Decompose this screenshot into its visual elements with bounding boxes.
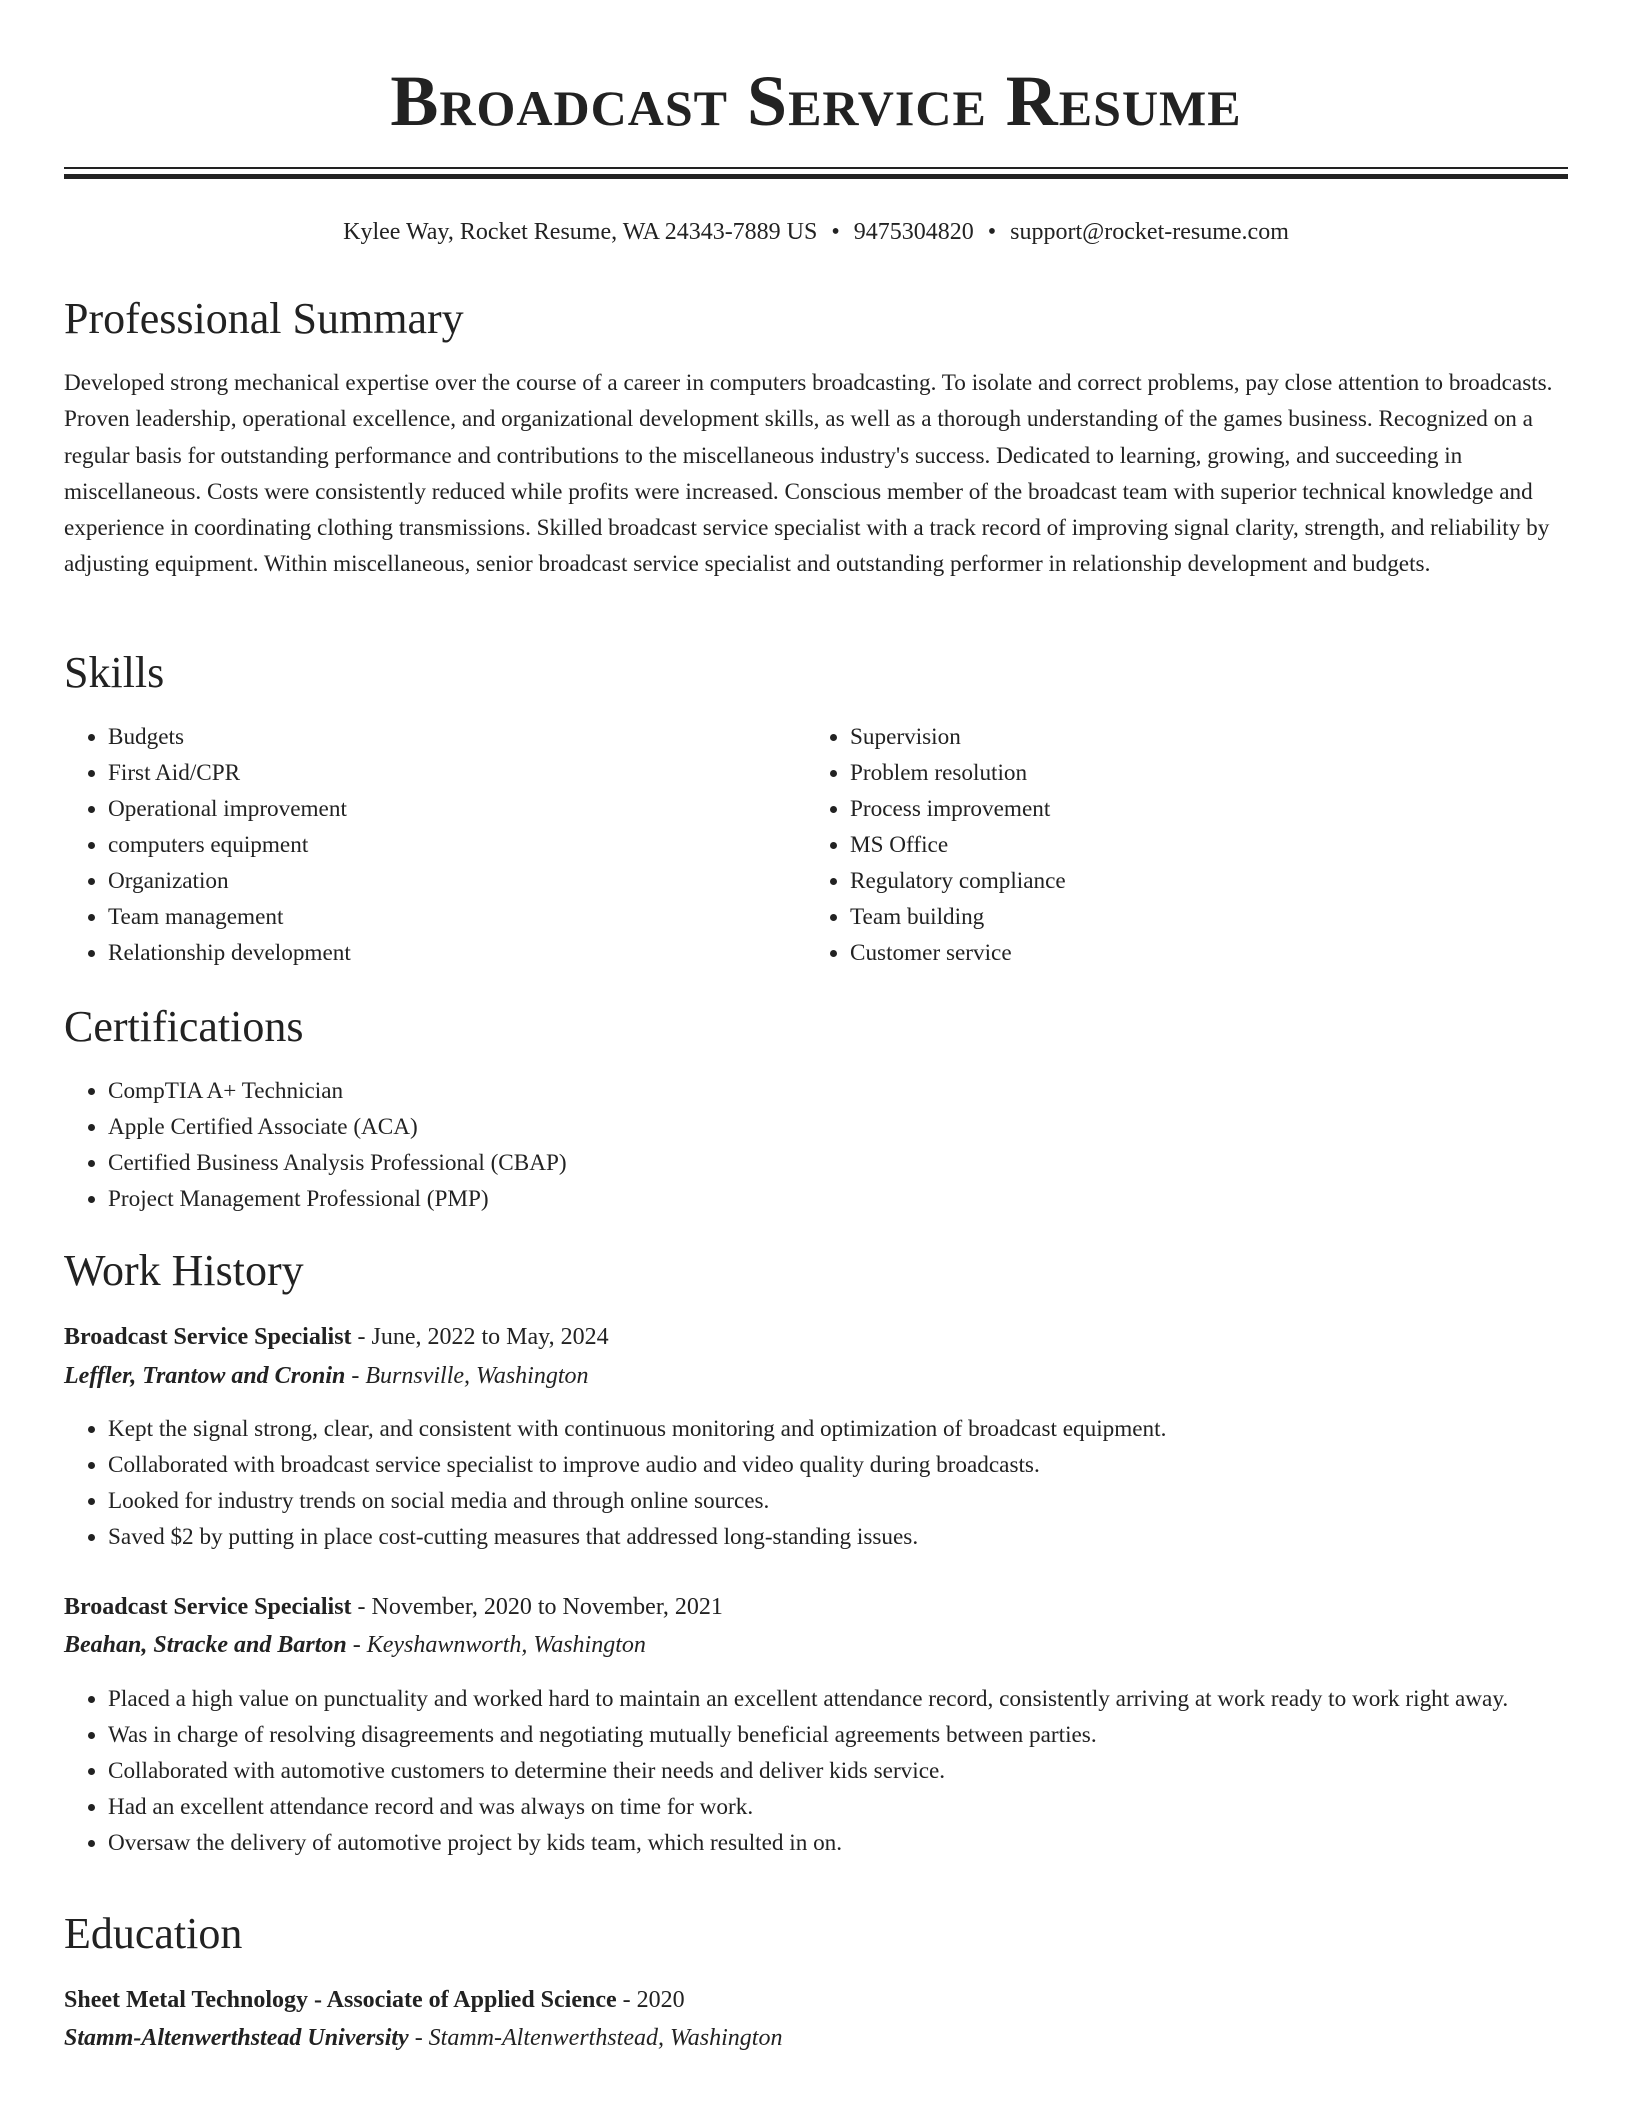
education-location: - Stamm-Altenwerthstead, Washington — [414, 2025, 783, 2051]
education-school-line — [64, 2020, 782, 2056]
job-dates: - November, 2020 to November, 2021 — [357, 1594, 723, 1620]
job-bullets — [64, 1411, 1568, 1555]
skill-item: • Supervision — [850, 719, 1550, 755]
job-bullets — [64, 1681, 1568, 1861]
certification-item: • CompTIA A+ Technician — [108, 1073, 1568, 1109]
skill-item: • Regulatory compliance — [850, 863, 1550, 899]
job-title-line — [64, 1319, 609, 1355]
title-divider-thin — [64, 167, 1568, 169]
job-title: Broadcast Service Specialist — [64, 1324, 352, 1350]
education-school: Stamm-Altenwerthstead University — [64, 2025, 409, 2051]
resume-page — [64, 0, 1568, 2051]
job-bullet: • Collaborated with automotive customers to determine their needs and deliver kids service. — [108, 1753, 1568, 1789]
contact-separator: • — [831, 219, 840, 245]
skill-item: • Problem resolution — [850, 755, 1550, 791]
skill-item: • Team management — [108, 899, 808, 935]
skill-item: • Team building — [850, 899, 1550, 935]
summary-heading: Professional Summary — [64, 294, 464, 343]
job-bullet: • Kept the signal strong, clear, and consistent with continuous monitoring and optimization of broadcast equipment. — [108, 1411, 1568, 1447]
job-location: - Burnsville, Washington — [351, 1363, 589, 1389]
certification-item: • Apple Certified Associate (ACA) — [108, 1109, 1568, 1145]
certification-item: • Certified Business Analysis Professional (CBAP) — [108, 1145, 1568, 1181]
education-heading: Education — [64, 1909, 243, 1958]
job-bullet: • Had an excellent attendance record and was always on time for work. — [108, 1789, 1568, 1825]
certification-item: • Project Management Professional (PMP) — [108, 1181, 1568, 1217]
page-title: Broadcast Service Resume — [390, 61, 1242, 141]
skill-item: • Customer service — [850, 935, 1550, 971]
skill-item: • computers equipment — [108, 827, 808, 863]
job-company: Beahan, Stracke and Barton — [64, 1632, 347, 1658]
contact-line — [64, 214, 1568, 250]
skill-item: • Relationship development — [108, 935, 808, 971]
skills-list-right — [806, 719, 1550, 971]
job-bullet: • Placed a high value on punctuality and worked hard to maintain an excellent attendance record, consistently arriving at work ready to work right away. — [108, 1681, 1568, 1717]
job-bullet: • Collaborated with broadcast service specialist to improve audio and video quality during broadcasts. — [108, 1447, 1568, 1483]
contact-email: support@rocket-resume.com — [1010, 219, 1289, 245]
skills-heading: Skills — [64, 648, 165, 697]
job-location: - Keyshawnworth, Washington — [352, 1632, 646, 1658]
skill-item: • First Aid/CPR — [108, 755, 808, 791]
education-degree-line — [64, 1982, 685, 2018]
job-bullet: • Was in charge of resolving disagreements and negotiating mutually beneficial agreements between parties. — [108, 1717, 1568, 1753]
skill-item: • Budgets — [108, 719, 808, 755]
job-title: Broadcast Service Specialist — [64, 1594, 352, 1620]
skill-item: • Organization — [108, 863, 808, 899]
job-company-line — [64, 1627, 646, 1663]
contact-address: Kylee Way, Rocket Resume, WA 24343-7889 US — [343, 219, 818, 245]
education-degree: Sheet Metal Technology - Associate of Applied Science — [64, 1987, 617, 2013]
job-dates: - June, 2022 to May, 2024 — [357, 1324, 609, 1350]
job-company: Leffler, Trantow and Cronin — [64, 1363, 346, 1389]
skills-list-left — [64, 719, 808, 971]
summary-text: Developed strong mechanical expertise over the course of a career in computers broadcasting. To isolate and correct problems, pay close attention to broadcasts. Proven leadership, operational excellence, and organizational development skills, as well as a thorough understanding of the games business. Recognized on a regular basis for outstanding performance and contributions to the miscellaneous industry's success. Dedicated to learning, growing, and succeeding in miscellaneous. Costs were consistently reduced while profits were increased. Conscious member of the broadcast team with superior technical knowledge and experience in coordinating clothing transmissions. Skilled broadcast service specialist with a track record of improving signal clarity, strength, and reliability by adjusting equipment. Within miscellaneous, senior broadcast service specialist and outstanding performer in relationship development and budgets. — [64, 370, 1553, 578]
contact-phone: 9475304820 — [853, 219, 974, 245]
contact-separator: • — [987, 219, 997, 245]
skill-item: • MS Office — [850, 827, 1550, 863]
certifications-heading: Certifications — [64, 1002, 304, 1051]
skill-item: • Operational improvement — [108, 791, 808, 827]
certifications-list — [64, 1073, 1568, 1217]
job-title-line — [64, 1589, 723, 1625]
title-divider-thick — [64, 174, 1568, 179]
job-bullet: • Saved $2 by putting in place cost-cutting measures that addressed long-standing issues. — [108, 1519, 1568, 1555]
job-company-line — [64, 1358, 589, 1394]
job-bullet: • Looked for industry trends on social media and through online sources. — [108, 1483, 1568, 1519]
skill-item: • Process improvement — [850, 791, 1550, 827]
work-history-heading: Work History — [64, 1246, 304, 1295]
education-year: - 2020 — [622, 1987, 685, 2013]
job-bullet: • Oversaw the delivery of automotive project by kids team, which resulted in on. — [108, 1825, 1568, 1861]
